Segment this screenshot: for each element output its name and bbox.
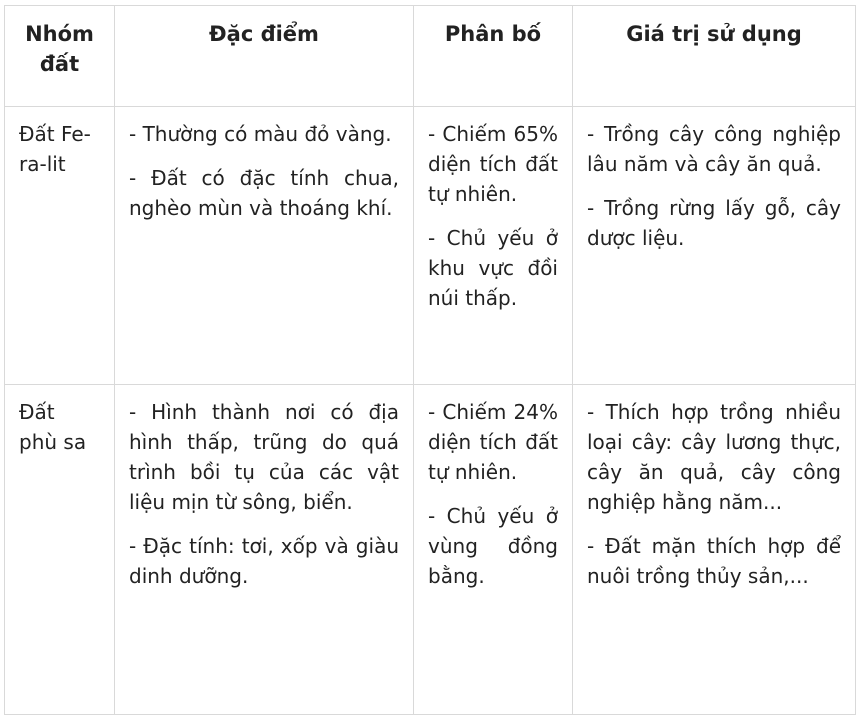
header-row: [5, 6, 856, 107]
feature-text: - Đất có đặc tính chua, nghèo mùn và thoáng khí.: [129, 166, 399, 220]
table-row: [5, 385, 856, 715]
feature-text: - Hình thành nơi có địa hình thấp, trũng do quá trình bồi tụ của các vật liệu mịn từ sông, biển.: [129, 400, 399, 514]
header-usage-value: Giá trị sử dụng: [573, 6, 856, 107]
cell-group: Đất phù sa: [5, 385, 115, 715]
header-distribution: Phân bố: [414, 6, 573, 107]
distribution-text: - Chiếm 65% diện tích đất tự nhiên.: [428, 122, 558, 206]
cell-distribution: [414, 107, 573, 385]
distribution-text: - Chủ yếu ở khu vực đồi núi thấp.: [428, 226, 558, 310]
cell-distribution: [414, 385, 573, 715]
value-text: - Thích hợp trồng nhiều loại cây: cây lương thực, cây ăn quả, cây công nghiệp hằng năm...: [587, 400, 841, 514]
distribution-text: - Chủ yếu ở vùng đồng bằng.: [428, 504, 558, 588]
feature-text: - Đặc tính: tơi, xốp và giàu dinh dưỡng.: [129, 534, 399, 588]
feature-text: - Thường có màu đỏ vàng.: [129, 122, 392, 146]
cell-features: [115, 107, 414, 385]
cell-value: [573, 107, 856, 385]
cell-group: Đất Fe- ra-lit: [5, 107, 115, 385]
value-text: - Đất mặn thích hợp để nuôi trồng thủy sản,...: [587, 534, 841, 588]
cell-features: [115, 385, 414, 715]
soil-groups-table: [4, 5, 856, 715]
header-soil-group: Nhóm đất: [5, 6, 115, 107]
distribution-text: - Chiếm 24% diện tích đất tự nhiên.: [428, 400, 558, 484]
value-text: - Trồng cây công nghiệp lâu năm và cây ăn quả.: [587, 122, 841, 176]
cell-value: [573, 385, 856, 715]
header-characteristics: Đặc điểm: [115, 6, 414, 107]
value-text: - Trồng rừng lấy gỗ, cây dược liệu.: [587, 196, 841, 250]
table-row: [5, 107, 856, 385]
